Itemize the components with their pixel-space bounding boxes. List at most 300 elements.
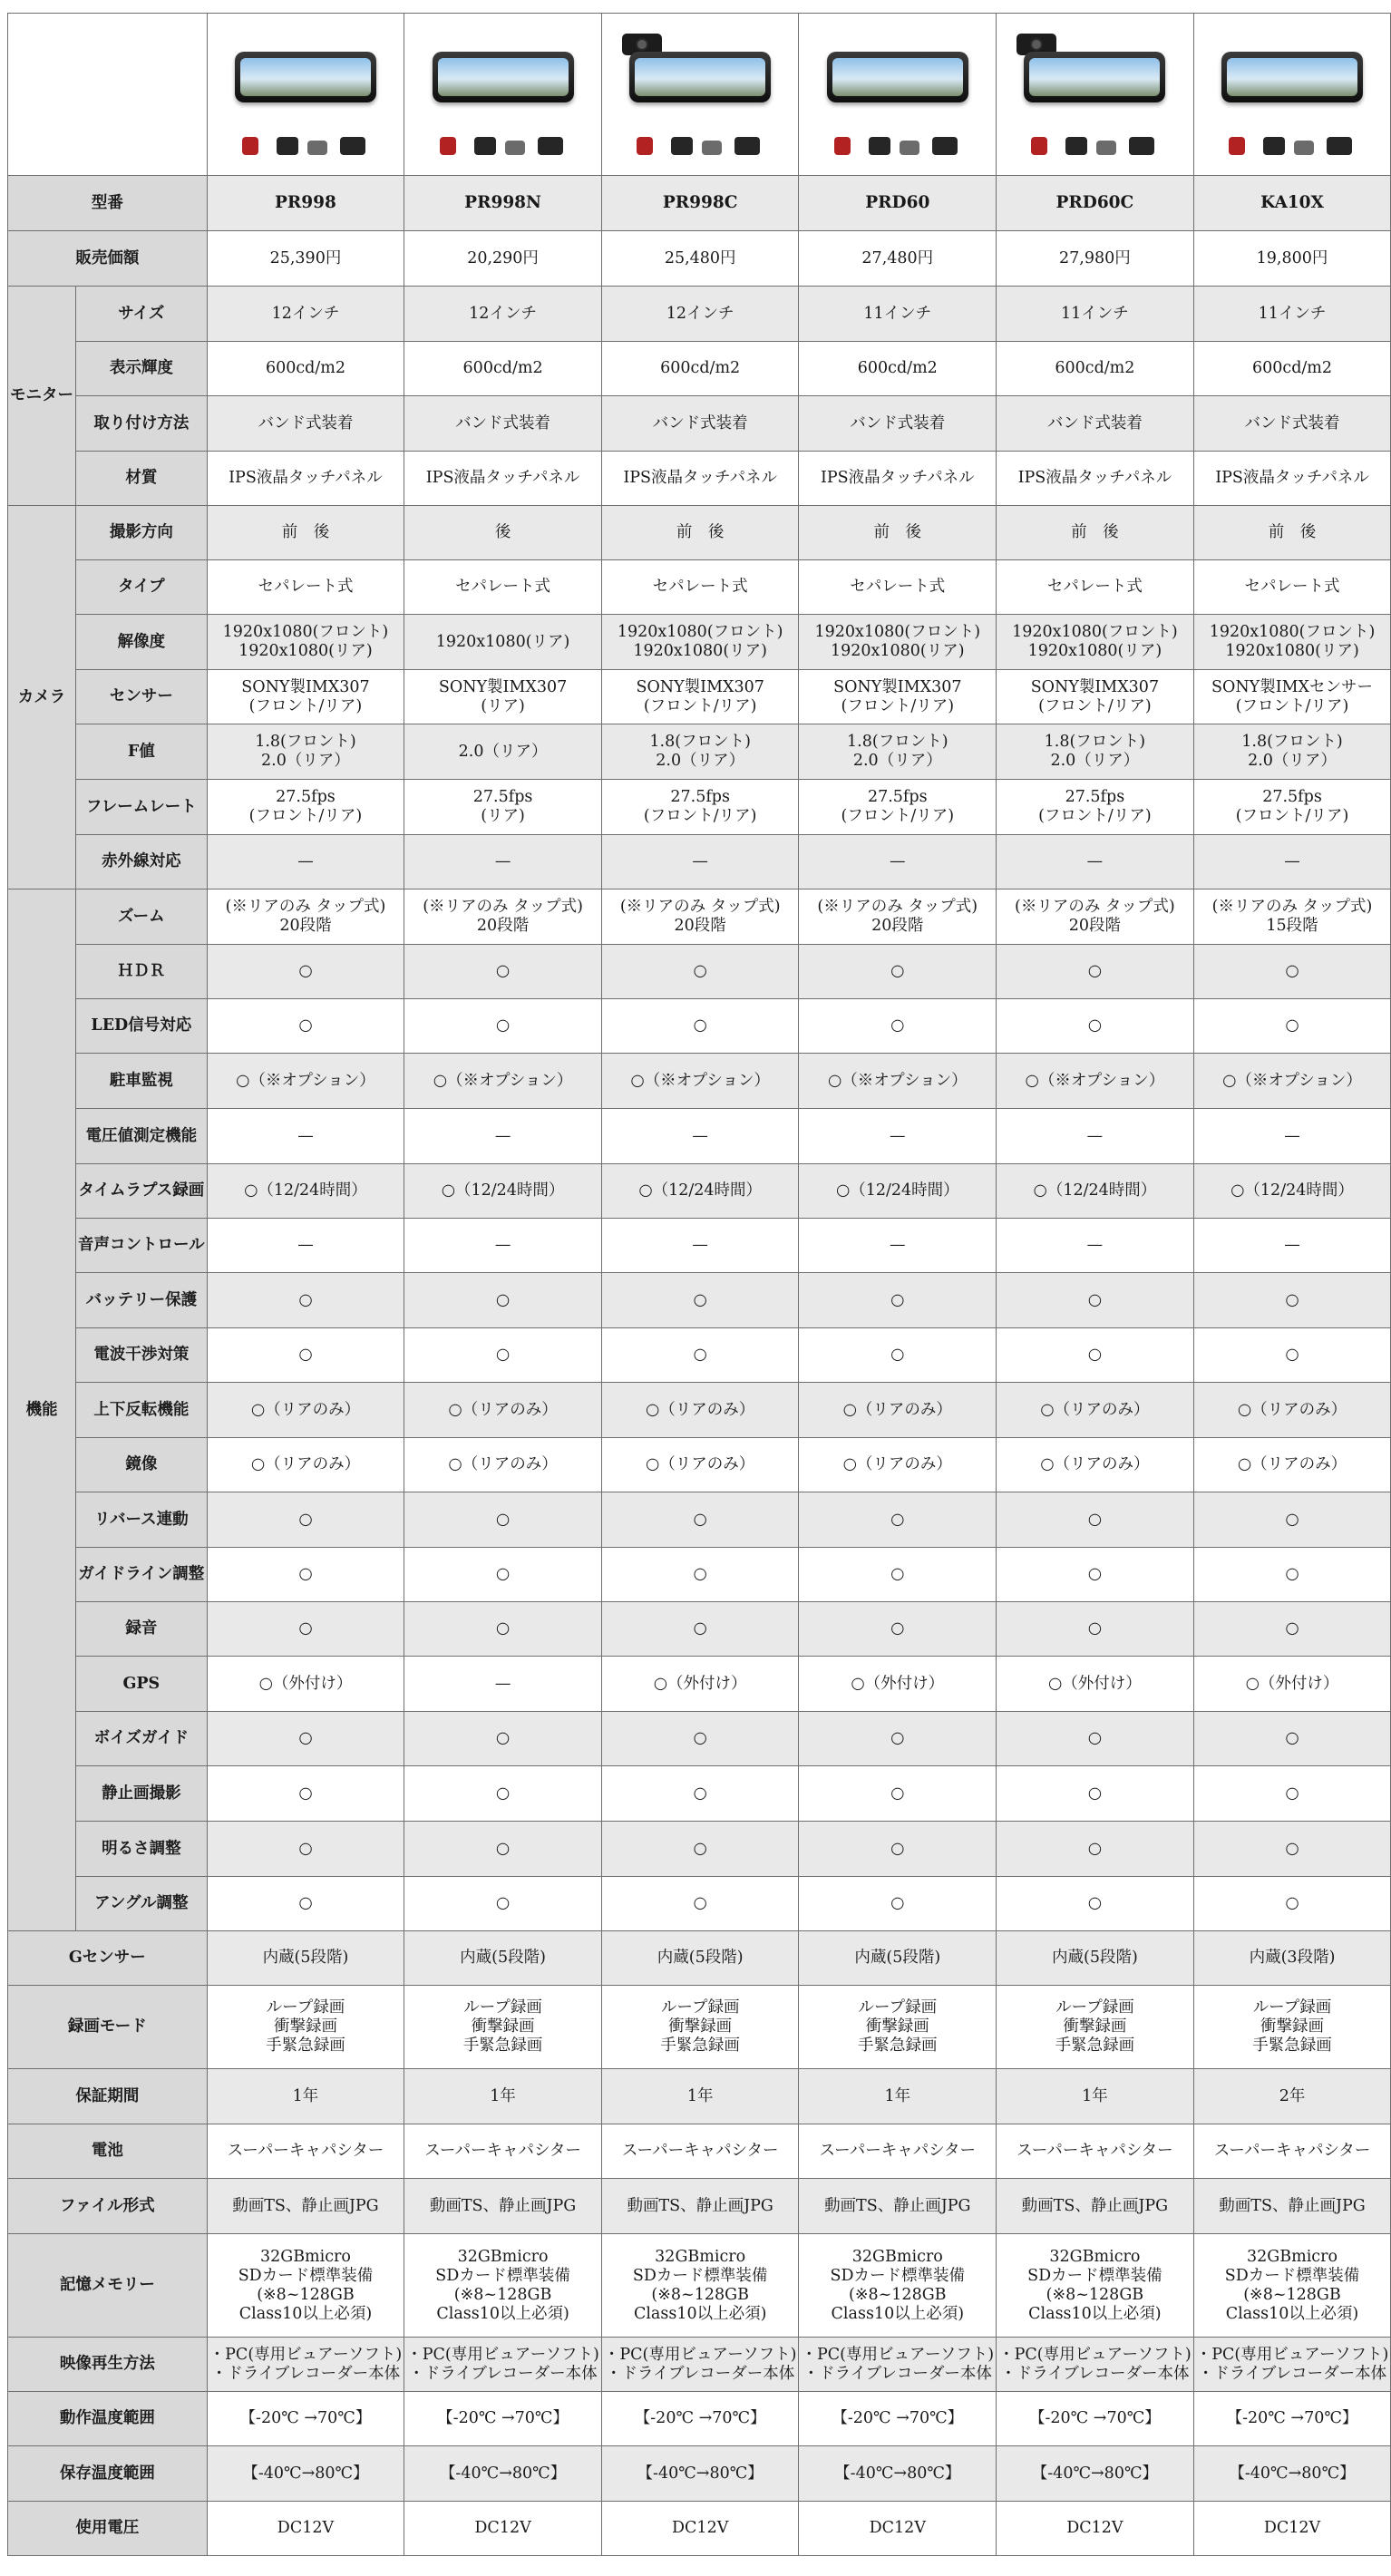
sd-card-icon [1096,141,1116,155]
spec-value-cell [1193,1548,1391,1602]
spec-value-line: 1年 [686,2086,714,2105]
spec-value-line: 【-20℃ →70℃】 [634,2409,766,2427]
spec-value-line: セパレート式 [1244,578,1340,596]
spec-value-line: IPS液晶タッチパネル [425,469,580,487]
spec-value-cell [207,1383,404,1438]
row-label: 鏡像 [76,1438,208,1492]
spec-value-line: ループ録画 [1252,1998,1332,2017]
spec-value-cell [207,342,404,396]
spec-value-cell [404,1986,602,2069]
spec-value-cell [404,945,602,999]
spec-value-cell [1193,1766,1391,1822]
spec-value-line: 【-40℃→80℃】 [1031,2464,1159,2483]
spec-value-cell [997,2502,1194,2556]
spec-value-cell [799,1383,997,1438]
spec-value-line: ループ録画 [266,1998,345,2017]
spec-value-line: ・ドライブレコーダー本体 [1000,2364,1190,2383]
spec-value-cell [207,615,404,670]
model-cell: KA10X [1193,176,1391,231]
gps-module-icon [671,137,693,155]
spec-value-line: スーパーキャパシター [621,2142,779,2160]
gps-module-icon [869,137,890,155]
spec-value-line: 【-20℃ →70℃】 [832,2409,964,2427]
spec-value-cell [207,1986,404,2069]
spec-value-cell [207,1273,404,1328]
spec-value-cell [207,724,404,780]
spec-value-line: ○ [495,1619,511,1638]
spec-value-line: 11インチ [1061,304,1129,323]
row-label: 明るさ調整 [76,1822,208,1877]
spec-value-cell [404,2124,602,2179]
spec-value-line: 1920x1080(リア) [435,632,570,651]
spec-value-line: DC12V [1263,2519,1321,2537]
spec-value-cell [1193,2338,1391,2392]
mirror-monitor-icon [433,52,574,102]
spec-value-cell [601,1054,799,1109]
spec-row-interference [8,1328,1391,1383]
row-label: 動作温度範囲 [8,2392,208,2446]
spec-value-line: 20段階 [476,917,530,935]
spec-value-cell [404,889,602,945]
spec-value-line: ループ録画 [660,1998,740,2017]
row-label: ズーム [76,889,208,945]
spec-value-cell [404,396,602,452]
spec-value-line: 12インチ [469,304,537,323]
row-label: 電池 [8,2124,208,2179]
spec-value-line: ・PC(専用ビュアーソフト) [603,2345,797,2364]
spec-value-cell [207,2392,404,2446]
spec-value-line: 27.5fps [670,788,730,806]
spec-value-line: ○ [1285,962,1299,980]
dashcam-mirror-image [809,17,987,171]
spec-value-cell [404,670,602,724]
row-label: 音声コントロール [76,1219,208,1273]
spec-value-cell [1193,396,1391,452]
spec-value-line: ○ [890,1016,905,1035]
spec-value-line: 600cd/m2 [265,359,345,377]
spec-row-file_format [8,2179,1391,2234]
spec-value-line: 【-40℃→80℃】 [242,2464,369,2483]
spec-value-line: 1920x1080(フロント) [222,623,389,641]
spec-value-line: ○ [298,1729,313,1747]
spec-value-line: 1920x1080(リア) [238,642,373,660]
spec-value-cell [601,1986,799,2069]
spec-value-cell [207,2124,404,2179]
spec-value-cell [404,2234,602,2338]
spec-value-line: 手緊急録画 [462,2036,543,2055]
price-cell: 25,390円 [207,231,404,287]
spec-value-line: 内蔵(5段階) [262,1949,349,1967]
spec-value-cell [404,835,602,889]
rear-camera-icon [1031,137,1047,155]
spec-value-cell [404,2179,602,2234]
spec-value-line: ○ [890,1839,905,1858]
spec-value-line: スーパーキャパシター [227,2142,384,2160]
spec-value-line: 内蔵(5段階) [854,1949,941,1967]
spec-value-cell [404,1054,602,1109]
spec-value-cell [997,1766,1194,1822]
spec-value-cell [997,342,1194,396]
spec-value-line: ・PC(専用ビュアーソフト) [801,2345,995,2364]
spec-value-cell [1193,560,1391,615]
spec-row-hdr [8,945,1391,999]
row-label: 上下反転機能 [76,1383,208,1438]
row-label: ファイル形式 [8,2179,208,2234]
spec-value-line: SONY製IMX307 [636,677,764,696]
spec-value-cell [799,999,997,1054]
row-label: 赤外線対応 [76,835,208,889]
spec-value-line: ○ [693,962,707,980]
spec-value-cell [404,1602,602,1657]
spec-value-line: ○ [495,1784,511,1803]
spec-value-cell [997,724,1194,780]
spec-comparison-table [7,13,1391,2556]
row-label: 取り付け方法 [76,396,208,452]
spec-value-line: 動画TS、静止画JPG [1021,2196,1169,2215]
spec-value-line: — [1086,852,1104,870]
spec-value-line: バンド式装着 [1046,413,1143,433]
spec-value-line: 衝撃録画 [471,2017,535,2036]
spec-value-line: (フロント/リア) [248,807,363,825]
spec-value-line: ○ [495,1565,511,1583]
spec-value-line: 1年 [292,2086,319,2105]
spec-value-cell [207,1602,404,1657]
spec-value-cell [997,506,1194,560]
spec-value-cell [601,889,799,945]
spec-value-cell [601,615,799,670]
spec-value-line: 1年 [884,2086,911,2105]
spec-value-cell [601,1877,799,1931]
spec-value-cell [1193,452,1391,506]
spec-value-line: ○（外付け） [653,1674,747,1693]
spec-value-line: DC12V [277,2519,335,2537]
row-label: Gセンサー [8,1931,208,1986]
spec-value-line: 11インチ [863,304,932,323]
corner-cell [8,14,208,176]
model-cell: PR998 [207,176,404,231]
spec-value-line: 1.8(フロント) [1241,733,1343,751]
spec-value-line: (リア) [481,696,525,715]
spec-value-cell [207,780,404,835]
spec-value-line: ○（リアのみ） [250,1455,361,1473]
spec-value-line: 600cd/m2 [1055,359,1135,377]
spec-value-cell [404,1164,602,1219]
price-cell: 19,800円 [1193,231,1391,287]
spec-row-voltage [8,2502,1391,2556]
dashcam-mirror-image [611,17,789,171]
spec-value-line: ○ [890,1565,905,1583]
spec-value-line: ループ録画 [858,1998,938,2017]
spec-value-line: ○（12/24時間） [638,1181,763,1200]
spec-value-line: — [1284,852,1300,870]
spec-value-line: ○（リアのみ） [842,1455,952,1473]
spec-value-cell [601,560,799,615]
spec-value-line: ○（リアのみ） [1040,1455,1150,1473]
spec-value-line: SONY製IMX307 [438,677,568,696]
spec-value-line: バンド式装着 [652,413,748,433]
spec-value-line: IPS液晶タッチパネル [229,469,383,487]
spec-value-cell [601,1273,799,1328]
spec-row-timelapse [8,1164,1391,1219]
spec-value-cell [404,2502,602,2556]
spec-value-line: (フロント/リア) [248,696,363,715]
spec-value-line: ○ [298,1346,313,1364]
spec-value-line: ○ [890,1619,905,1638]
spec-value-cell [207,2502,404,2556]
spec-row-mounting [8,396,1391,452]
spec-value-cell [207,1712,404,1766]
spec-value-cell [207,452,404,506]
spec-row-material [8,452,1391,506]
row-label: 材質 [76,452,208,506]
row-label: F値 [76,724,208,780]
spec-value-cell [601,2446,799,2502]
spec-value-line: ○ [1087,1290,1103,1309]
spec-value-line: (フロント/リア) [841,696,955,715]
spec-value-line: バンド式装着 [1244,413,1340,433]
spec-row-audio [8,1602,1391,1657]
spec-value-line: (※8~128GB [849,2285,947,2304]
spec-value-line: 後 [494,523,511,541]
spec-value-line: 手緊急録画 [858,2036,938,2055]
row-label: 電圧値測定機能 [76,1109,208,1164]
power-cable-icon [932,137,958,155]
spec-value-line: IPS液晶タッチパネル [1017,469,1172,487]
product-image-cell [997,14,1194,176]
rear-camera-icon [1229,137,1245,155]
spec-row-brightness_adj [8,1822,1391,1877]
spec-value-line: ○（外付け） [1048,1674,1142,1693]
product-image-cell [799,14,997,176]
spec-value-line: ○ [1285,1729,1299,1747]
spec-value-cell [601,1602,799,1657]
spec-value-cell [1193,780,1391,835]
spec-value-line: ○（12/24時間） [1033,1181,1157,1200]
spec-value-cell [207,999,404,1054]
spec-value-cell [601,2338,799,2392]
spec-value-line: ○（リアのみ） [1237,1455,1347,1473]
spec-value-cell [1193,2234,1391,2338]
spec-value-line: ○ [1087,1346,1103,1364]
spec-value-line: ○（外付け） [851,1674,945,1693]
spec-value-cell [799,2338,997,2392]
spec-value-cell [799,1548,997,1602]
spec-value-line: ・PC(専用ビュアーソフト) [209,2345,403,2364]
spec-value-cell [1193,1273,1391,1328]
spec-value-cell [799,1164,997,1219]
spec-value-line: 動画TS、静止画JPG [232,2196,379,2215]
spec-value-line: (※8~128GB [1243,2285,1341,2304]
spec-value-line: ○ [298,1784,313,1803]
spec-value-line: 手緊急録画 [266,2036,345,2055]
spec-value-cell [601,287,799,342]
spec-row-flip [8,1383,1391,1438]
spec-value-cell [404,1548,602,1602]
spec-row-op_temp [8,2392,1391,2446]
spec-value-line: (フロント/リア) [1038,807,1152,825]
spec-value-cell [997,1548,1194,1602]
spec-value-line: ○ [1285,1839,1299,1858]
spec-row-size [8,287,1391,342]
spec-row-voice_control [8,1219,1391,1273]
spec-value-line: ○（リアのみ） [842,1400,952,1419]
spec-value-line: SDカード標準装備 [830,2266,966,2285]
spec-value-cell [997,1273,1194,1328]
spec-value-line: 32GBmicro [851,2247,943,2266]
spec-value-cell [799,1657,997,1712]
spec-value-cell [207,945,404,999]
spec-value-line: 27.5fps [1065,788,1125,806]
spec-value-line: 32GBmicro [1049,2247,1141,2266]
spec-value-cell [799,724,997,780]
spec-value-line: SDカード標準装備 [632,2266,768,2285]
spec-value-line: 12インチ [271,304,340,323]
spec-value-cell [799,1986,997,2069]
spec-value-line: ・ドライブレコーダー本体 [802,2364,992,2383]
spec-value-cell [1193,835,1391,889]
spec-value-line: SONY製IMX307 [241,677,370,696]
row-label: 映像再生方法 [8,2338,208,2392]
spec-row-warranty [8,2069,1391,2124]
spec-value-line: 【-40℃→80℃】 [1229,2464,1356,2483]
spec-row-infrared [8,835,1391,889]
spec-value-cell [404,1438,602,1492]
spec-row-fvalue [8,724,1391,780]
spec-value-line: 2.0（リア） [656,752,745,770]
spec-value-line: スーパーキャパシター [819,2142,977,2160]
spec-value-line: (フロント/リア) [643,807,757,825]
spec-value-cell [207,396,404,452]
spec-value-line: ○（12/24時間） [441,1181,565,1200]
spec-value-cell [799,1109,997,1164]
spec-value-cell [799,2234,997,2338]
spec-value-cell [404,1822,602,1877]
spec-value-cell [601,1328,799,1383]
gps-module-icon [474,137,496,155]
spec-value-cell [1193,615,1391,670]
spec-value-line: 1.8(フロント) [649,733,751,751]
spec-value-cell [1193,1986,1391,2069]
spec-value-line: 20段階 [279,917,332,935]
gps-module-icon [1065,137,1087,155]
spec-value-line: 1920x1080(フロント) [1209,623,1376,641]
spec-value-cell [601,1548,799,1602]
spec-value-cell [799,945,997,999]
spec-value-line: ○ [693,1346,707,1364]
power-cable-icon [1129,137,1154,155]
spec-value-cell [997,999,1194,1054]
spec-value-line: スーパーキャパシター [1213,2142,1371,2160]
spec-value-cell [799,835,997,889]
spec-value-cell [601,1657,799,1712]
spec-value-cell [601,724,799,780]
spec-value-line: — [1284,1236,1300,1254]
spec-value-cell [1193,670,1391,724]
spec-value-line: 動画TS、静止画JPG [1219,2196,1366,2215]
price-row [8,231,1391,287]
spec-value-line: — [1086,1236,1104,1254]
spec-value-line: 衝撃録画 [1063,2017,1127,2036]
spec-value-line: 衝撃録画 [865,2017,929,2036]
spec-value-line: ○ [298,1619,313,1638]
spec-value-line: Class10以上必須) [1225,2304,1359,2323]
row-label: 使用電圧 [8,2502,208,2556]
spec-value-line: ○ [1087,1565,1103,1583]
spec-value-cell [404,1273,602,1328]
spec-value-cell [1193,1054,1391,1109]
spec-value-line: ○（外付け） [258,1674,353,1693]
spec-value-cell [997,396,1194,452]
spec-value-cell [799,1054,997,1109]
spec-value-cell [404,1492,602,1548]
spec-value-line: 内蔵(5段階) [1052,1949,1138,1967]
spec-value-cell [404,452,602,506]
spec-row-voltage_measure [8,1109,1391,1164]
spec-value-line: ○ [890,1510,905,1529]
product-image-cell [601,14,799,176]
power-cable-icon [538,137,563,155]
spec-value-line: ○ [1285,1619,1299,1638]
spec-value-line: 27.5fps [276,788,336,806]
spec-value-line: (※リアのみ タップ式) [225,898,386,916]
price-cell: 27,980円 [997,231,1194,287]
spec-value-line: ○ [693,1290,707,1309]
spec-value-line: セパレート式 [258,578,354,596]
spec-value-line: SDカード標準装備 [1224,2266,1360,2285]
spec-value-cell [997,1328,1194,1383]
spec-value-line: ○（12/24時間） [835,1181,959,1200]
group-label-function: 機能 [8,889,76,1931]
spec-value-cell [404,1109,602,1164]
spec-value-line: 2.0（リア） [458,742,548,761]
spec-value-cell [997,1602,1194,1657]
spec-value-cell [1193,1877,1391,1931]
spec-value-line: — [1284,1126,1300,1145]
spec-value-line: 32GBmicro [259,2247,351,2266]
spec-row-playback [8,2338,1391,2392]
spec-value-cell [997,2179,1194,2234]
spec-value-cell [404,615,602,670]
spec-value-cell [1193,1602,1391,1657]
spec-value-cell [997,1492,1194,1548]
row-label: 表示輝度 [76,342,208,396]
price-cell: 20,290円 [404,231,602,287]
spec-value-line: ○（12/24時間） [244,1181,367,1200]
spec-value-cell [1193,1328,1391,1383]
spec-value-line: 【-40℃→80℃】 [439,2464,567,2483]
spec-value-cell [207,1492,404,1548]
spec-value-line: ・PC(専用ビュアーソフト) [998,2345,1192,2364]
row-label: LED信号対応 [76,999,208,1054]
mirror-monitor-icon [235,52,376,102]
spec-value-cell [404,1712,602,1766]
spec-value-line: Class10以上必須) [831,2304,965,2323]
spec-value-line: セパレート式 [455,578,551,596]
rear-camera-icon [637,137,653,155]
group-label-camera: カメラ [8,506,76,889]
spec-value-line: バンド式装着 [850,413,946,433]
spec-value-cell [997,780,1194,835]
spec-value-line: 【-20℃ →70℃】 [1226,2409,1358,2427]
spec-value-cell [207,835,404,889]
spec-value-cell [601,1712,799,1766]
spec-value-cell [601,396,799,452]
spec-value-cell [997,1931,1194,1986]
spec-value-cell [799,1877,997,1931]
spec-value-line: ○ [298,1510,313,1529]
spec-row-resolution [8,615,1391,670]
spec-value-line: 600cd/m2 [857,359,938,377]
